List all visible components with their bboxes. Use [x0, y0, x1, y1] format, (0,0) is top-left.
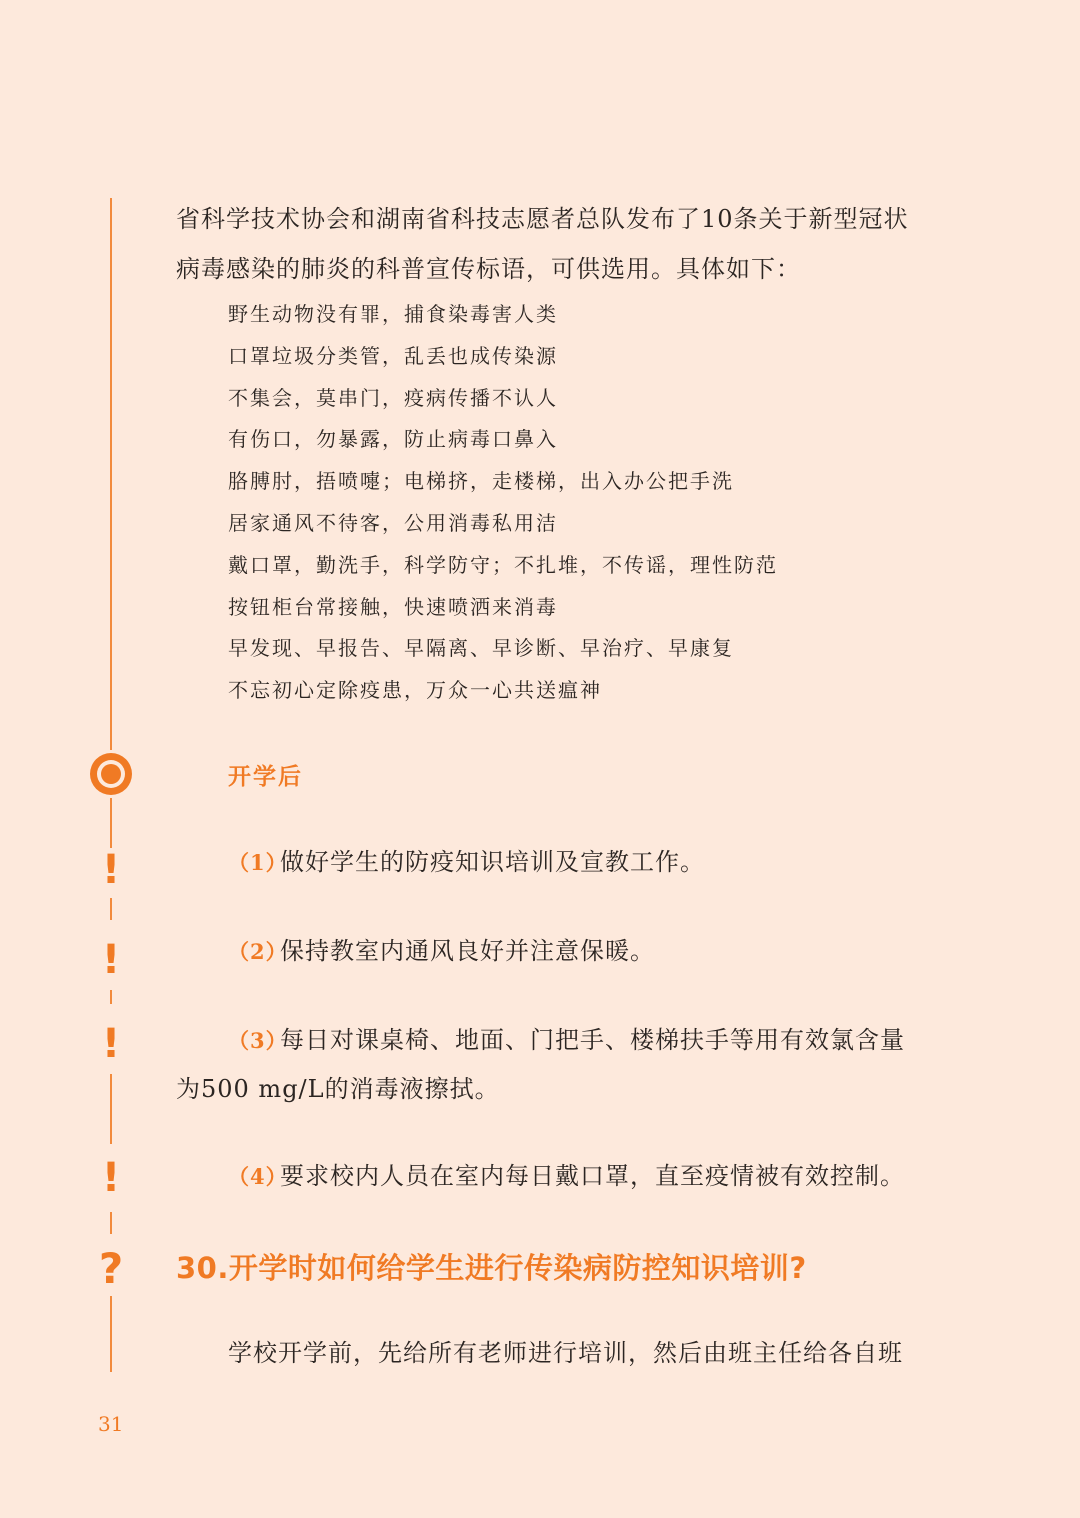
item-number: （3） — [228, 1028, 288, 1053]
intro-paragraph: 省科学技术协会和湖南省科技志愿者总队发布了10条关于新型冠状病毒感染的肺炎的科普宣传标语，可供选用。具体如下： — [176, 205, 909, 283]
item-text: 每日对课桌椅、地面、门把手、楼梯扶手等用有效氯含量为500 mg/L的消毒液擦拭。 — [176, 1026, 905, 1103]
slogan-item: 早发现、早报告、早隔离、早诊断、早治疗、早康复 — [228, 636, 734, 661]
exclamation-icon: ! — [98, 1156, 124, 1200]
item-number: （1） — [228, 850, 288, 875]
exclamation-icon: ! — [98, 938, 124, 982]
slogan-list — [228, 294, 778, 712]
slogan-item: 野生动物没有罪，捕食染毒害人类 — [228, 302, 558, 326]
slogan-item: 居家通风不待客，公用消毒私用洁 — [228, 510, 558, 535]
list-item — [176, 1152, 916, 1201]
list-item — [176, 927, 916, 976]
page-number: 31 — [98, 1412, 124, 1436]
list-item — [176, 1016, 916, 1113]
exclamation-icon: ! — [98, 1022, 124, 1066]
slogan-item: 有伤口，勿暴露，防止病毒口鼻入 — [228, 427, 558, 452]
subheading-after-school-start: 开学后 — [228, 763, 303, 790]
slogan-item: 不忘初心定除疫患，万众一心共送瘟神 — [228, 678, 602, 703]
slogan-item: 口罩垃圾分类管，乱丢也成传染源 — [228, 343, 558, 368]
item-text: 要求校内人员在室内每日戴口罩，直至疫情被有效控制。 — [280, 1162, 905, 1190]
timeline-rail — [110, 1296, 112, 1372]
timeline-rail — [110, 990, 112, 1004]
timeline-rail — [110, 898, 112, 920]
item-text: 做好学生的防疫知识培训及宣教工作。 — [280, 848, 705, 876]
section-paragraph: 学校开学前，先给所有老师进行培训，然后由班主任给各自班 — [228, 1339, 903, 1367]
timeline-rail — [110, 1074, 112, 1144]
slogan-item: 不集会，莫串门，疫病传播不认人 — [228, 385, 558, 410]
section-title: 30.开学时如何给学生进行传染病防控知识培训? — [176, 1251, 807, 1285]
target-icon — [89, 752, 133, 796]
list-item — [176, 838, 916, 887]
timeline-rail — [110, 798, 112, 850]
exclamation-icon: ! — [98, 848, 124, 892]
slogan-item: 胳膊肘，捂喷嚏；电梯挤，走楼梯，出入办公把手洗 — [228, 469, 734, 494]
timeline-rail — [110, 198, 112, 750]
slogan-item: 戴口罩，勤洗手，科学防守；不扎堆，不传谣，理性防范 — [228, 552, 778, 577]
question-icon: ? — [96, 1244, 126, 1294]
timeline-rail — [110, 1212, 112, 1234]
item-number: （4） — [228, 1164, 288, 1189]
item-number: （2） — [228, 939, 288, 964]
item-text: 保持教室内通风良好并注意保暖。 — [280, 937, 655, 965]
slogan-item: 按钮柜台常接触，快速喷洒来消毒 — [228, 594, 558, 619]
